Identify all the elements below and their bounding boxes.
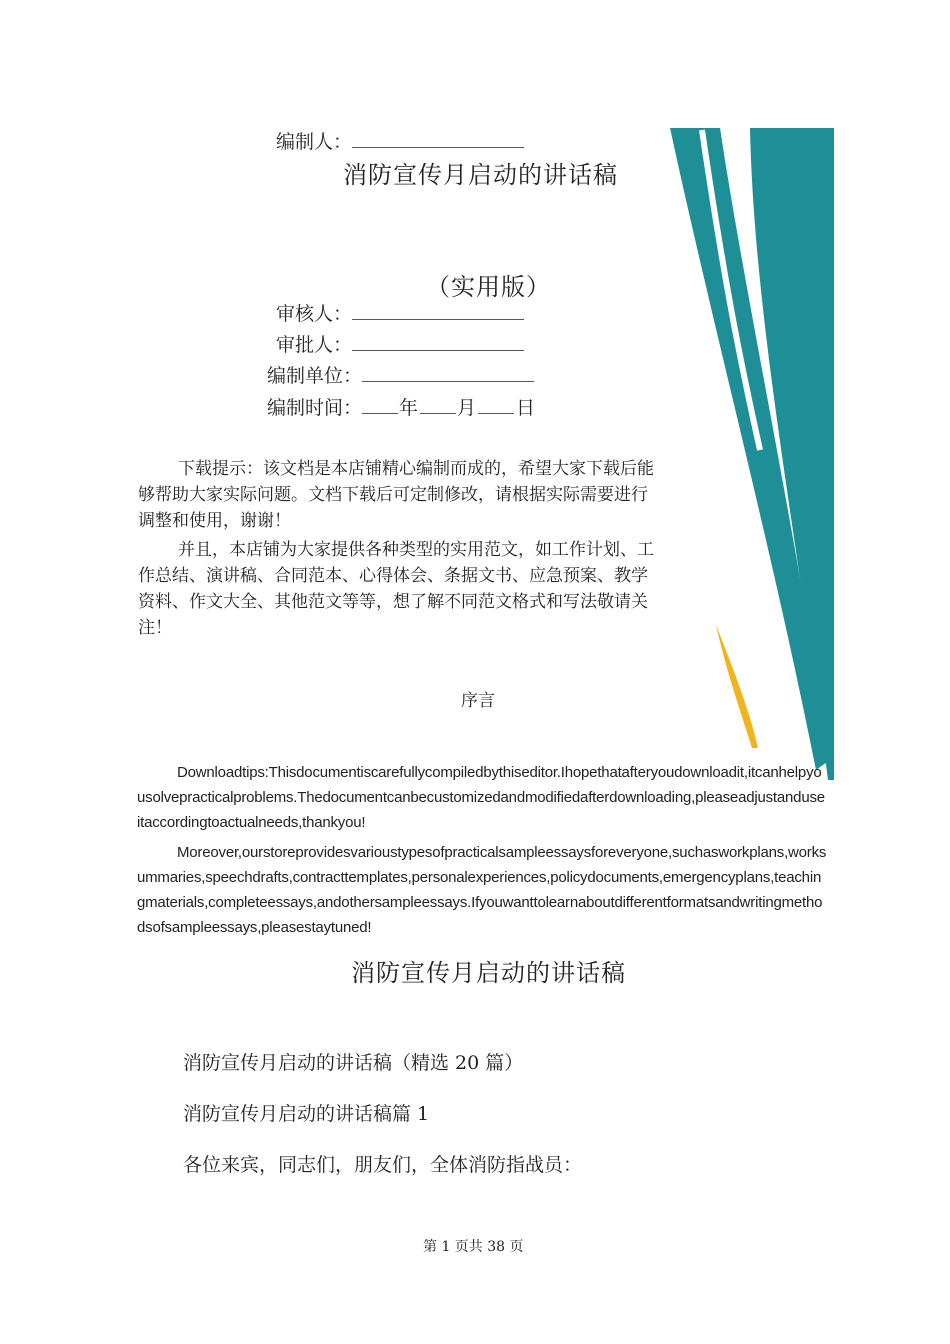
download-notice-paragraph: 下载提示：该文档是本店铺精心编制而成的，希望大家下载后能够帮助大家实际问题。文档下载后可定制修改，请根据实际需要进行调整和使用，谢谢！ — [138, 459, 654, 531]
english-download-tips: Downloadtips:Thisdocumentiscarefullycompiledbythiseditor.Ihopethatafteryoudownloadit,itcanhelpyousolvepracticalproblems.Thedocumentcanbecustomizedandmodifiedafterdownloading,pleaseadjustanduseitaccordingtoactualneeds,thankyou! — [137, 764, 825, 831]
approver-label: 审批人： — [276, 334, 353, 356]
cover-subtitle: （实用版） — [426, 273, 551, 301]
day-input-line — [478, 413, 514, 414]
reviewer-label: 审核人： — [276, 303, 353, 325]
salutation-text: 各位来宾，同志们，朋友们，全体消防指战员： — [183, 1154, 583, 1176]
preface-heading: 序言 — [461, 691, 495, 711]
editor-input-line — [352, 147, 524, 148]
store-notice-paragraph: 并且，本店铺为大家提供各种类型的实用范文，如工作计划、工作总结、演讲稿、合同范本、心得体会、条据文书、应急预案、教学资料、作文大全、其他范文等等，想了解不同范文格式和写法敬请关注！ — [138, 540, 654, 638]
section-heading: 消防宣传月启动的讲话稿篇 1 — [183, 1103, 430, 1125]
body-title: 消防宣传月启动的讲话稿 — [351, 959, 626, 987]
year-label: 年 — [399, 397, 419, 419]
month-label: 月 — [457, 397, 477, 419]
gold-accent-stroke — [716, 625, 758, 748]
reviewer-input-line — [352, 319, 524, 320]
cover-title: 消防宣传月启动的讲话稿 — [343, 161, 618, 189]
month-input-line — [420, 413, 456, 414]
unit-input-line — [362, 381, 534, 382]
english-store-notice: Moreover,ourstoreprovidesvarioustypesofpracticalsampleessaysforeveryone,suchasworkplans,worksummaries,speechdrafts,contracttemplates,personalexperiences,policydocuments,emergencyplans,teachingmaterials,completeessays,andothersampleessays.Ifyouwanttolearnaboutdifferentformatsandwritingmethodsofsampleessays,pleasestaytuned! — [137, 844, 827, 936]
date-label: 编制时间： — [267, 397, 363, 419]
page-footer: 第 1 页共 38 页 — [423, 1239, 524, 1255]
day-label: 日 — [516, 397, 536, 419]
year-input-line — [362, 413, 398, 414]
approver-input-line — [352, 350, 524, 351]
decorative-swoosh-graphic — [650, 120, 840, 790]
unit-label: 编制单位： — [267, 365, 363, 387]
editor-label: 编制人： — [276, 131, 353, 153]
collection-heading: 消防宣传月启动的讲话稿（精选 20 篇） — [183, 1052, 524, 1074]
